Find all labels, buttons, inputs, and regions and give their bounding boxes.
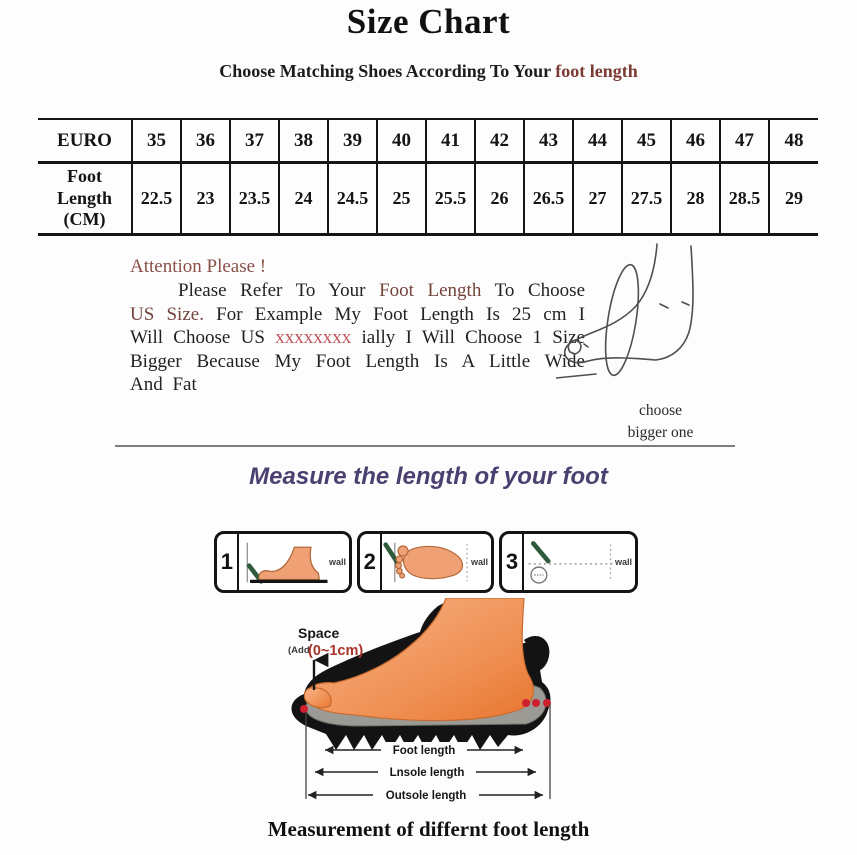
foot-length-cell: 29 bbox=[785, 188, 803, 208]
space-range-label: (0~1cm) bbox=[308, 643, 364, 659]
insole-length-label: Lnsole length bbox=[389, 767, 465, 779]
attention-text: Please Refer To Your bbox=[178, 280, 380, 301]
foot-length-cell: 22.5 bbox=[132, 163, 181, 235]
euro-size-cell: 46 bbox=[671, 119, 720, 163]
attention-text: For Example My Foot Length Is 25 cm I Will Choose US bbox=[130, 303, 585, 348]
foot-length-label: Foot length bbox=[392, 745, 456, 757]
euro-size-cell: 47 bbox=[720, 119, 769, 163]
foot-length-cell: 27 bbox=[573, 163, 622, 235]
attention-foot-length: Foot Length bbox=[379, 280, 482, 301]
euro-size-cell: 48 bbox=[769, 119, 818, 163]
foot-length-cell: 23.5 bbox=[230, 163, 279, 235]
foot-length-cell: 25.5 bbox=[426, 163, 475, 235]
attention-block bbox=[130, 256, 585, 397]
bottom-caption: Measurement of differnt foot length bbox=[267, 817, 590, 841]
subtitle-text: Choose Matching Shoes According To Your bbox=[219, 61, 556, 81]
attention-title: Attention Please ! bbox=[130, 256, 267, 277]
foot-length-cell: 24 bbox=[279, 163, 328, 235]
foot-length-cell: 28 bbox=[671, 163, 720, 235]
euro-size-cell: 38 bbox=[279, 119, 328, 163]
euro-size-cell: 37 bbox=[230, 119, 279, 163]
step-2-wall-label: wall bbox=[470, 557, 488, 567]
choose-bigger-line2: bigger one bbox=[627, 424, 694, 441]
size-table-row-euro bbox=[38, 119, 818, 163]
euro-size-cell: 41 bbox=[426, 119, 475, 163]
step-3-wall-label: wall bbox=[614, 557, 632, 567]
euro-size-cell: 36 bbox=[181, 119, 230, 163]
size-table-row-length bbox=[38, 163, 818, 235]
foot-length-cell: 26 bbox=[475, 163, 524, 235]
step-3-number: 3 bbox=[502, 534, 524, 590]
step-1-illustration bbox=[239, 534, 331, 590]
foot-length-header-cell: Foot Length (CM) bbox=[38, 163, 132, 235]
foot-shape bbox=[307, 598, 534, 721]
foot-measurement-diagram bbox=[240, 598, 660, 813]
euro-size-cell: 44 bbox=[573, 119, 622, 163]
subtitle bbox=[0, 61, 857, 82]
size-table bbox=[38, 118, 818, 236]
foot-length-cell: 26.5 bbox=[524, 163, 573, 235]
subtitle-highlight: foot length bbox=[555, 61, 638, 81]
foot-length-cell: 27.5 bbox=[622, 163, 671, 235]
measure-step-2-panel bbox=[357, 531, 494, 593]
foot-length-cell: 23 bbox=[181, 163, 230, 235]
measure-step-3-panel bbox=[499, 531, 638, 593]
foot-length-cell: 25 bbox=[377, 163, 426, 235]
euro-size-cell: 40 bbox=[377, 119, 426, 163]
choose-bigger-caption bbox=[588, 400, 733, 444]
outsole-length-label: Outsole length bbox=[385, 790, 467, 802]
attention-us-size: US Size. bbox=[130, 303, 204, 325]
step-1-number: 1 bbox=[217, 534, 239, 590]
attention-censored-text: xxxxxxxx bbox=[275, 327, 352, 348]
attention-text: To Choose bbox=[481, 280, 585, 301]
euro-header-cell: EURO bbox=[38, 119, 132, 163]
space-label: Space bbox=[298, 625, 340, 641]
euro-size-cell: 43 bbox=[524, 119, 573, 163]
measure-step-1-panel bbox=[214, 531, 352, 593]
euro-size-cell: 39 bbox=[328, 119, 377, 163]
euro-size-cell: 45 bbox=[622, 119, 671, 163]
section-divider bbox=[115, 445, 735, 447]
measure-heading: Measure the length of your foot bbox=[249, 463, 608, 490]
step-2-illustration bbox=[382, 534, 473, 590]
choose-bigger-line1: choose bbox=[638, 402, 683, 419]
step-2-number: 2 bbox=[360, 534, 382, 590]
euro-size-cell: 35 bbox=[132, 119, 181, 163]
foot-length-cell: 28.5 bbox=[720, 163, 769, 235]
step-3-illustration bbox=[524, 534, 617, 590]
foot-length-cell: 24.5 bbox=[328, 163, 377, 235]
attention-paragraph bbox=[130, 279, 585, 397]
euro-size-cell: 42 bbox=[475, 119, 524, 163]
attention-text: ially I Will Choose 1 Size Bigger Because My Foot Length Is A Little Wide And Fat bbox=[130, 327, 585, 395]
step-1-wall-label: wall bbox=[328, 557, 346, 567]
page-title: Size Chart bbox=[346, 2, 511, 41]
space-add-label: (Add bbox=[288, 645, 310, 656]
